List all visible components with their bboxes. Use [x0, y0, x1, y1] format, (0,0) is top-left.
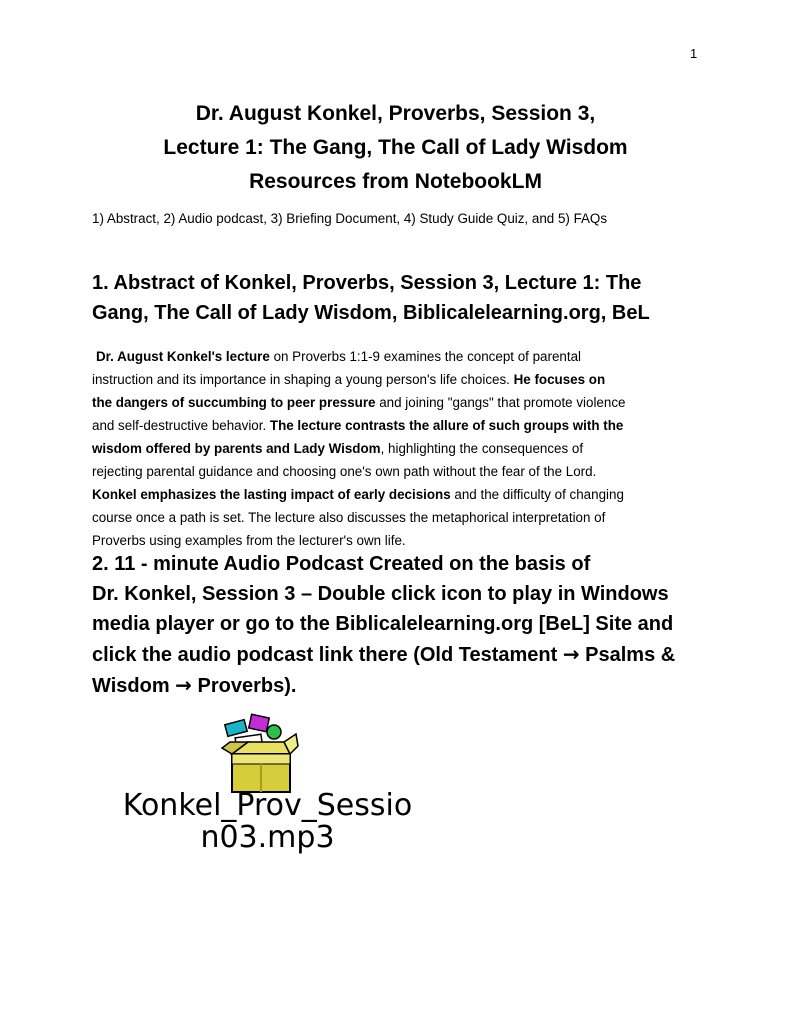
section-1-heading-line-2: Gang, The Call of Lady Wisdom, Biblicalelearning.org, BeL [92, 302, 650, 324]
title-line-3: Resources from NotebookLM [249, 170, 542, 193]
abstract-bold: The lecture contrasts the allure of such groups with the [266, 418, 624, 433]
section-1-heading-line-1: 1. Abstract of Konkel, Proverbs, Session 3, Lecture 1: The [92, 272, 642, 294]
section-2-heading [92, 549, 712, 701]
abstract-bold: He focuses on [509, 372, 606, 387]
arrow-right-icon: → [562, 642, 580, 666]
package-icon-graphic [218, 712, 302, 796]
attachment-filename[interactable] [95, 790, 440, 854]
document-title [60, 97, 731, 199]
package-icon[interactable] [218, 712, 302, 796]
section-2-line-3: media player or go to the Biblicalelearning.org [BeL] Site and [92, 613, 674, 635]
section-1-heading [92, 268, 712, 328]
abstract-text: and joining "gangs" that promote violence [375, 395, 626, 410]
abstract-text: instruction and its importance in shaping a young person's life choices. [92, 372, 510, 387]
abstract-bold: the dangers of succumbing to peer pressure [92, 395, 376, 410]
abstract-bold: wisdom offered by parents and Lady Wisdom [92, 441, 381, 456]
abstract-bold: Konkel emphasizes the lasting impact of early decisions [92, 487, 451, 502]
section-2-line-4b: Psalms & [579, 644, 676, 666]
page-number: 1 [690, 46, 698, 61]
section-2-line-5b: Proverbs). [191, 675, 297, 697]
section-2-line-5a: Wisdom [92, 675, 176, 697]
section-2-line-4a: click the audio podcast link there (Old Testament [92, 644, 563, 666]
abstract-text: on Proverbs 1:1-9 examines the concept of parental [269, 349, 581, 364]
resource-list: 1) Abstract, 2) Audio podcast, 3) Briefing Document, 4) Study Guide Quiz, and 5) FAQs [92, 211, 608, 226]
title-line-1: Dr. August Konkel, Proverbs, Session 3, [195, 102, 596, 125]
abstract-text: and the difficulty of changing [450, 487, 624, 502]
abstract-line: rejecting parental guidance and choosing one's own path without the fear of the Lord. [92, 464, 597, 479]
abstract-text: , highlighting the consequences of [380, 441, 584, 456]
arrow-right-icon: → [175, 673, 192, 697]
abstract-bold: Dr. August Konkel's lecture [96, 349, 270, 364]
section-2-line-2: Dr. Konkel, Session 3 – Double click icon to play in Windows [92, 583, 669, 605]
attachment-filename-line-1: Konkel_Prov_Sessio [122, 788, 413, 823]
abstract-line: Proverbs using examples from the lecturer's own life. [92, 533, 406, 548]
abstract-text: and self-destructive behavior. [92, 418, 267, 433]
section-2-line-1: 2. 11 - minute Audio Podcast Created on the basis of [92, 553, 591, 575]
attachment-filename-line-2: n03.mp3 [200, 820, 335, 855]
abstract-paragraph [92, 345, 692, 552]
abstract-line: course once a path is set. The lecture also discusses the metaphorical interpretation of [92, 510, 606, 525]
title-line-2: Lecture 1: The Gang, The Call of Lady Wisdom [163, 136, 628, 159]
